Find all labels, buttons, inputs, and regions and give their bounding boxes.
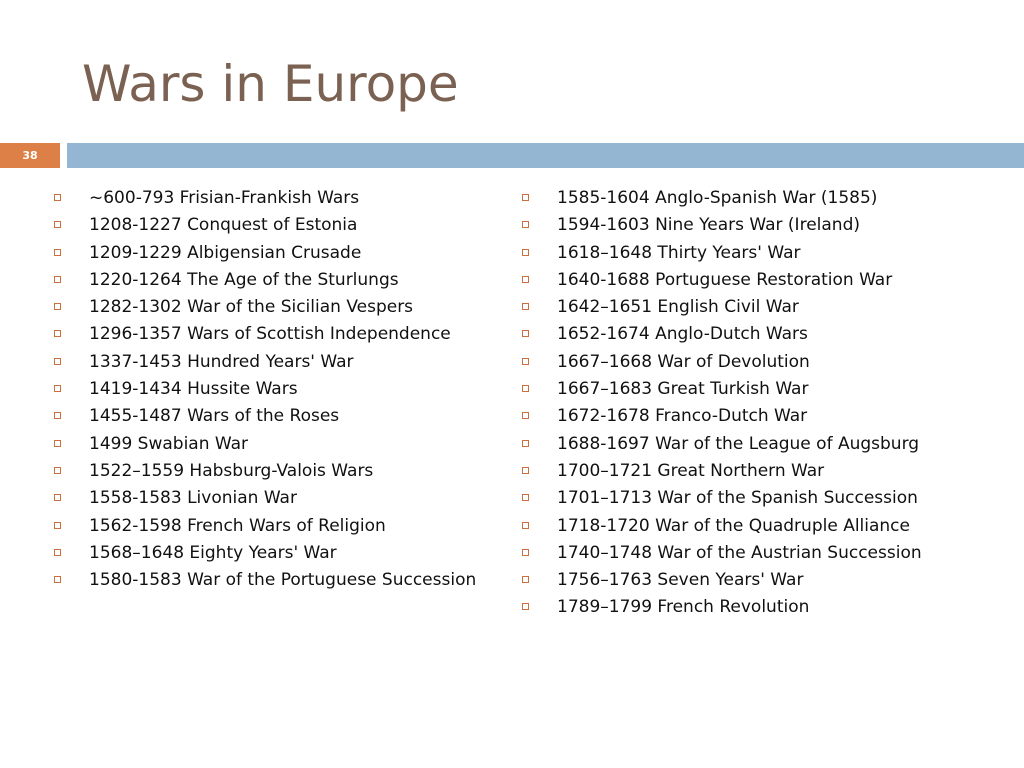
list-item [522, 513, 992, 540]
left-war-list [54, 185, 494, 594]
square-bullet-icon [522, 549, 529, 556]
square-bullet-icon [54, 494, 61, 501]
list-item-text: 1667–1683 Great Turkish War [557, 379, 809, 400]
list-item-text: 1652-1674 Anglo-Dutch Wars [557, 324, 808, 345]
list-item-text: 1209-1229 Albigensian Crusade [89, 242, 362, 263]
square-bullet-icon [54, 467, 61, 474]
list-item-text: 1701–1713 War of the Spanish Succession [557, 488, 918, 509]
square-bullet-icon [522, 194, 529, 201]
square-bullet-icon [54, 440, 61, 447]
list-item [522, 267, 992, 294]
square-bullet-icon [522, 276, 529, 283]
square-bullet-icon [54, 412, 61, 419]
list-item [54, 567, 489, 594]
list-item-text: 1618–1648 Thirty Years' War [557, 242, 801, 263]
page-number-badge: 38 [0, 143, 60, 168]
list-item [522, 294, 992, 321]
square-bullet-icon [522, 494, 529, 501]
list-item [54, 431, 489, 458]
list-item [54, 513, 489, 540]
list-item-text: 1455-1487 Wars of the Roses [89, 406, 340, 427]
list-item-text: 1594-1603 Nine Years War (Ireland) [557, 215, 860, 236]
list-item [54, 321, 489, 348]
header-band [0, 143, 1024, 168]
list-item [522, 431, 992, 458]
list-item [54, 376, 489, 403]
square-bullet-icon [522, 249, 529, 256]
square-bullet-icon [522, 303, 529, 310]
square-bullet-icon [522, 603, 529, 610]
list-item [54, 403, 489, 430]
accent-bar [67, 143, 1024, 168]
square-bullet-icon [54, 221, 61, 228]
list-item-text: 1208-1227 Conquest of Estonia [89, 215, 358, 236]
square-bullet-icon [54, 576, 61, 583]
list-item [522, 349, 992, 376]
list-item-text: 1740–1748 War of the Austrian Succession [557, 542, 922, 563]
square-bullet-icon [522, 358, 529, 365]
list-item [522, 212, 992, 239]
list-item-text: 1640-1688 Portuguese Restoration War [557, 269, 893, 290]
list-item-text: 1522–1559 Habsburg-Valois Wars [89, 460, 374, 481]
list-item-text: 1568–1648 Eighty Years' War [89, 542, 337, 563]
list-item [54, 212, 489, 239]
list-item [54, 240, 489, 267]
list-item [522, 376, 992, 403]
list-item [54, 294, 489, 321]
list-item-text: 1789–1799 French Revolution [557, 597, 810, 618]
list-item [522, 321, 992, 348]
list-item-text: 1642–1651 English Civil War [557, 297, 799, 318]
square-bullet-icon [54, 522, 61, 529]
list-item-text: 1558-1583 Livonian War [89, 488, 297, 509]
list-item [54, 349, 489, 376]
list-item-text: 1688-1697 War of the League of Augsburg [557, 433, 920, 454]
square-bullet-icon [54, 276, 61, 283]
square-bullet-icon [522, 522, 529, 529]
square-bullet-icon [54, 303, 61, 310]
list-item-text: ~600-793 Frisian-Frankish Wars [89, 188, 360, 208]
list-item [522, 403, 992, 430]
list-item-text: 1700–1721 Great Northern War [557, 460, 825, 481]
square-bullet-icon [522, 412, 529, 419]
list-item [522, 594, 992, 621]
list-item [522, 485, 992, 512]
list-item-text: 1756–1763 Seven Years' War [557, 570, 804, 591]
list-item-text: 1718-1720 War of the Quadruple Alliance [557, 515, 910, 536]
square-bullet-icon [54, 358, 61, 365]
square-bullet-icon [522, 385, 529, 392]
list-item-text: 1419-1434 Hussite Wars [89, 379, 298, 400]
list-item-text: 1220-1264 The Age of the Sturlungs [89, 269, 399, 290]
list-item-text: 1672-1678 Franco-Dutch War [557, 406, 808, 427]
list-item-text: 1296-1357 Wars of Scottish Independence [89, 324, 451, 345]
list-item-text: 1580-1583 War of the Portuguese Succession [89, 570, 477, 591]
list-item-text: 1667–1668 War of Devolution [557, 351, 810, 372]
list-item [522, 240, 992, 267]
square-bullet-icon [522, 221, 529, 228]
list-item [522, 185, 992, 212]
list-item [54, 185, 489, 212]
list-item-text: 1562-1598 French Wars of Religion [89, 515, 386, 536]
slide-title: Wars in Europe [82, 55, 459, 113]
list-item-text: 1337-1453 Hundred Years' War [89, 351, 354, 372]
list-item [54, 540, 489, 567]
square-bullet-icon [54, 549, 61, 556]
square-bullet-icon [522, 467, 529, 474]
square-bullet-icon [54, 330, 61, 337]
list-item [54, 458, 489, 485]
list-item [54, 267, 489, 294]
square-bullet-icon [522, 576, 529, 583]
square-bullet-icon [522, 330, 529, 337]
square-bullet-icon [522, 440, 529, 447]
right-war-list [522, 185, 992, 622]
square-bullet-icon [54, 385, 61, 392]
list-item-text: 1585-1604 Anglo-Spanish War (1585) [557, 188, 878, 208]
list-item [522, 540, 992, 567]
square-bullet-icon [54, 194, 61, 201]
list-item-text: 1499 Swabian War [89, 433, 249, 454]
list-item [522, 567, 992, 594]
list-item [522, 458, 992, 485]
square-bullet-icon [54, 249, 61, 256]
list-item [54, 485, 489, 512]
list-item-text: 1282-1302 War of the Sicilian Vespers [89, 297, 414, 318]
